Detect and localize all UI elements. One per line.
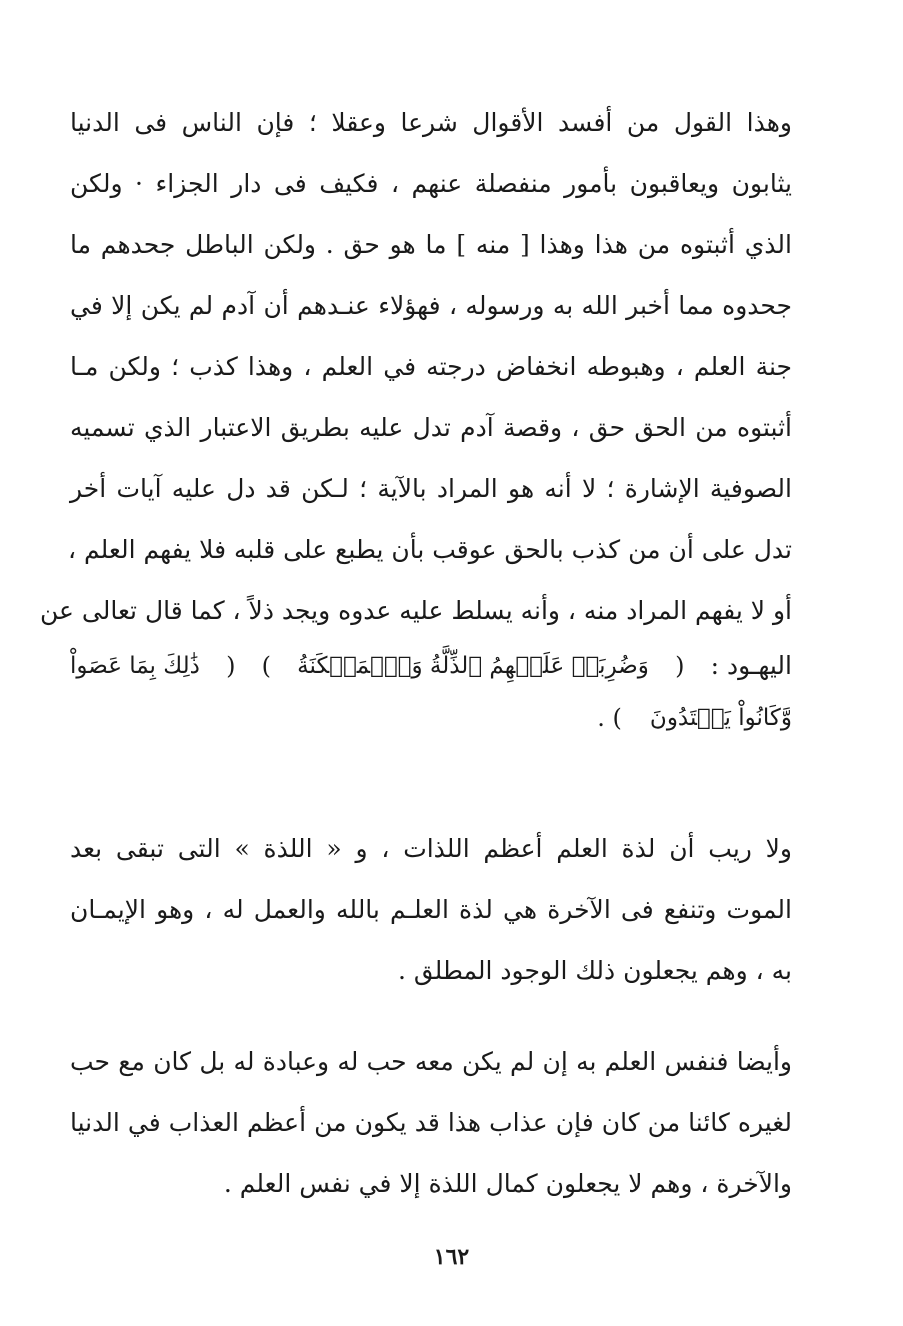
text-line: أثبتوه من الحق حق ، وقصة آدم تدل عليه بطريق الاعتبار الذي تسميه — [70, 413, 792, 442]
page-number: ١٦٢ — [433, 1244, 470, 1270]
quran-citation-line-2 — [70, 691, 792, 745]
text-line: جحدوه مما أخبر الله به ورسوله ، فهؤلاء عنـدهم أن آدم لم يكن إلا في — [70, 291, 792, 320]
quran-citation-line-1 — [70, 641, 792, 691]
paren-open: ( — [675, 652, 685, 680]
quran-intro: اليهـود : — [710, 651, 792, 680]
paren-close-end: ) . — [597, 704, 622, 732]
text-line: يثابون ويعاقبون بأمور منفصلة عنهم ، فكيف فى دار الجزاء · ولكن — [70, 169, 792, 198]
text-line: تدل على أن من كذب بالحق عوقب بأن يطبع على قلبه فلا يفهم العلم ، — [67, 535, 792, 564]
quran-verse-1: وَضُرِبَتۡ عَلَيۡهِمُ ٱلذِّلَّةُ وَٱلۡمَسۡكَنَةُ — [297, 653, 649, 679]
paren-open: ( — [226, 652, 236, 680]
text-line: الصوفية الإشارة ؛ لا أنه هو المراد بالآية ؛ لـكن قد دل عليه آيات أخر — [70, 474, 792, 503]
text-line: أو لا يفهم المراد منه ، وأنه يسلط عليه عدوه ويجد ذلاً ، كما قال تعالى عن — [40, 596, 792, 625]
text-line: وهذا القول من أفسد الأقوال شرعا وعقلا ؛ فإن الناس فى الدنيا — [70, 108, 792, 137]
text-line: جنة العلم ، وهبوطه انخفاض درجته في العلم ، وهذا كذب ؛ ولكن مـا — [70, 352, 792, 381]
quran-verse-2b: وَّكَانُواْ يَعۡتَدُونَ — [649, 705, 792, 731]
text-line: به ، وهم يجعلون ذلك الوجود المطلق . — [397, 956, 792, 985]
paragraph-1 — [40, 92, 792, 745]
paragraph-3 — [70, 1031, 792, 1214]
text-line: وأيضا فنفس العلم به إن لم يكن معه حب له وعبادة له بل كان مع حب — [70, 1047, 792, 1076]
quran-verse-2a: ذَٰلِكَ بِمَا عَصَواْ — [70, 653, 200, 679]
text-line: الموت وتنفع فى الآخرة هي لذة العلـم بالله والعمل له ، وهو الإيمـان — [70, 895, 792, 924]
text-line: ولا ريب أن لذة العلم أعظم اللذات ، و « اللذة » التى تبقى بعد — [70, 834, 792, 863]
paragraph-2 — [70, 818, 792, 1001]
paren-close: ) — [261, 652, 271, 680]
text-line: والآخرة ، وهم لا يجعلون كمال اللذة إلا في نفس العلم . — [223, 1169, 792, 1198]
text-line: الذي أثبتوه من هذا وهذا [ منه ] ما هو حق . ولكن الباطل جحدهم ما — [70, 230, 792, 259]
text-line: لغيره كائنا من كان فإن عذاب هذا قد يكون من أعظم العذاب في الدنيا — [70, 1108, 792, 1137]
